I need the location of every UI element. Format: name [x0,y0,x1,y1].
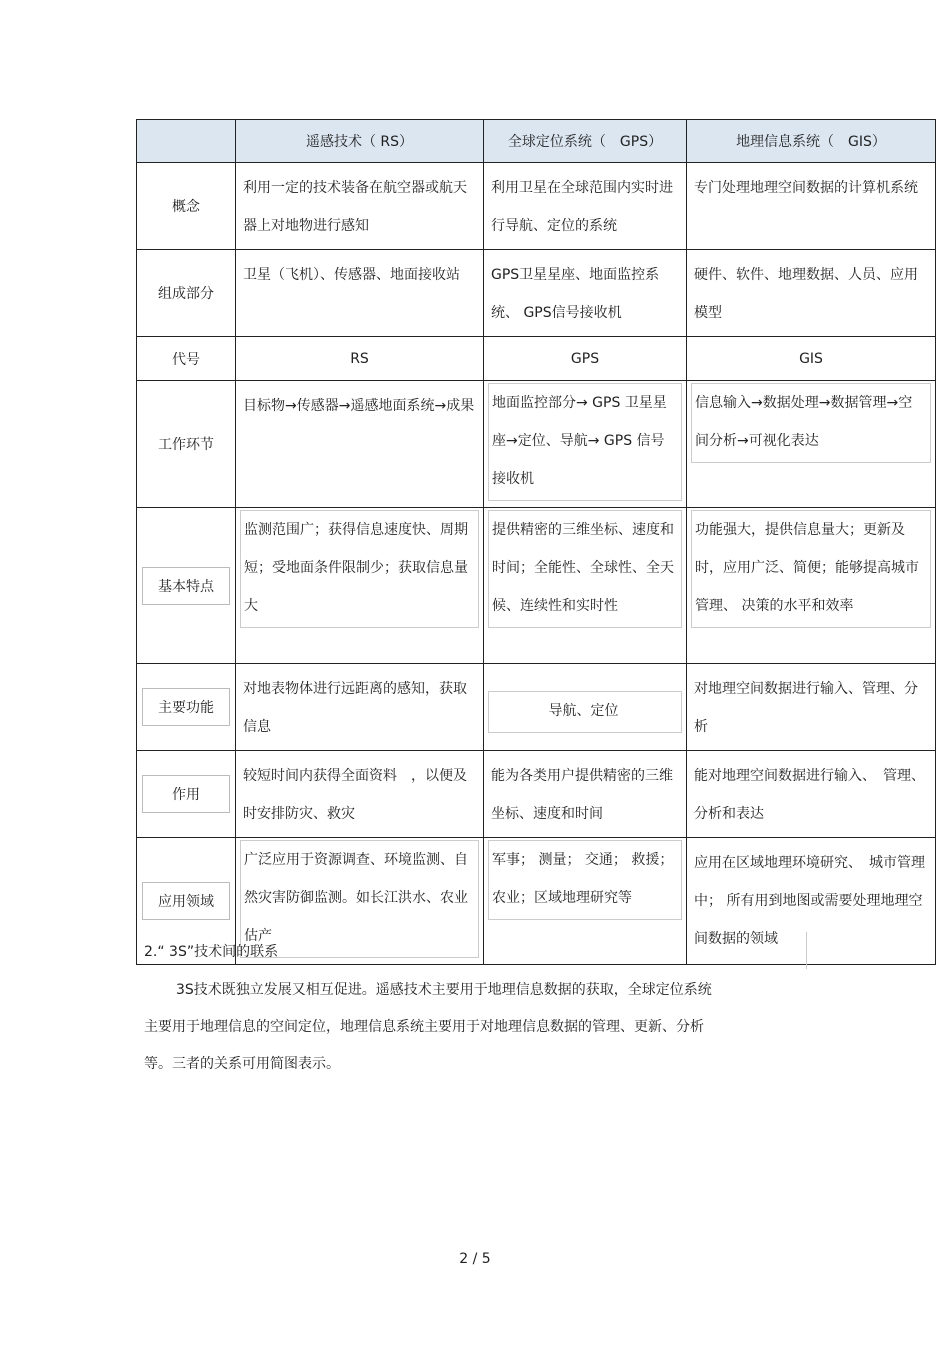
cell-rs: 广泛应用于资源调查、环境监测、自然灾害防御监测。如长江洪水、农业估产 [240,840,479,958]
table-row [137,163,936,250]
cell-gps: GPS卫星星座、地面监控系统、 GPS信号接收机 [491,267,660,321]
row-label: 组成部分 [137,250,236,337]
cell-gis: 应用在区域地理环境研究、 城市管理中； 所有用到地图或需要处理地理空间数据的领域 [694,855,925,947]
comparison-table [136,119,936,965]
cell-gps: 能为各类用户提供精密的三维坐标、速度和时间 [491,768,673,822]
cell-gis: 专门处理地理空间数据的计算机系统 [694,180,918,196]
paragraph-line: 3S技术既独立发展又相互促进。遥感技术主要用于地理信息数据的获取，全球定位系统 [176,982,712,998]
cell-rs: 利用一定的技术装备在航空器或航天器上对地物进行感知 [243,180,467,234]
table-header-row [137,120,936,163]
cell-gps: 利用卫星在全球范围内实时进行导航、定位的系统 [491,180,673,234]
cell-gps: 军事； 测量； 交通； 救援；农业；区域地理研究等 [488,840,682,920]
cell-gis: 对地理空间数据进行输入、管理、分析 [694,681,918,735]
cell-rs: 对地表物体进行远距离的感知，获取信息 [243,681,467,735]
cell-gis: GIS [687,337,936,381]
cell-rs: 监测范围广；获得信息速度快、周期短；受地面条件限制少；获取信息量大 [240,510,479,628]
divider [806,932,807,969]
row-label: 代号 [137,337,236,381]
row-label: 作用 [142,775,230,813]
header-gis: 地理信息系统（ GIS） [687,120,936,163]
cell-gis: 硬件、软件、地理数据、人员、应用模型 [694,267,918,321]
cell-gps: 导航、定位 [488,691,682,733]
paragraph-line: 等。三者的关系可用简图表示。 [144,1056,340,1072]
row-label: 主要功能 [142,688,230,726]
page-number: 2 / 5 [459,1251,491,1267]
table-row [137,337,936,381]
cell-gis: 信息输入→数据处理→数据管理→空间分析→可视化表达 [691,383,931,463]
cell-gis: 能对地理空间数据进行输入、 管理、分析和表达 [694,768,925,822]
paragraph-line: 主要用于地理信息的空间定位，地理信息系统主要用于对地理信息数据的管理、更新、分析 [144,1019,704,1035]
row-label: 应用领域 [142,882,230,920]
header-corner [137,120,236,163]
row-label: 基本特点 [142,567,230,605]
cell-rs: 目标物→传感器→遥感地面系统→成果 [243,398,475,414]
row-label: 概念 [137,163,236,250]
table-row [137,250,936,337]
cell-rs: 较短时间内获得全面资料 ，以便及时安排防灾、救灾 [243,768,467,822]
cell-rs: RS [236,337,484,381]
table-row [137,751,936,838]
cell-gps: 地面监控部分→ GPS 卫星星座→定位、导航→ GPS 信号接收机 [488,383,682,501]
cell-gps: GPS [484,337,687,381]
cell-gps: 提供精密的三维坐标、速度和时间；全能性、全球性、全天候、连续性和实时性 [488,510,682,628]
table-row [137,664,936,751]
row-label: 工作环节 [137,381,236,508]
table-row [137,508,936,664]
header-gps: 全球定位系统（ GPS） [484,120,687,163]
header-rs: 遥感技术（ RS） [236,120,484,163]
section-heading: 2.“ 3S”技术间的联系 [144,944,279,960]
cell-gis: 功能强大，提供信息量大；更新及时，应用广泛、简便；能够提高城市管理、 决策的水平和效率 [691,510,931,628]
table-row [137,381,936,508]
cell-rs: 卫星（飞机）、传感器、地面接收站 [243,267,460,283]
